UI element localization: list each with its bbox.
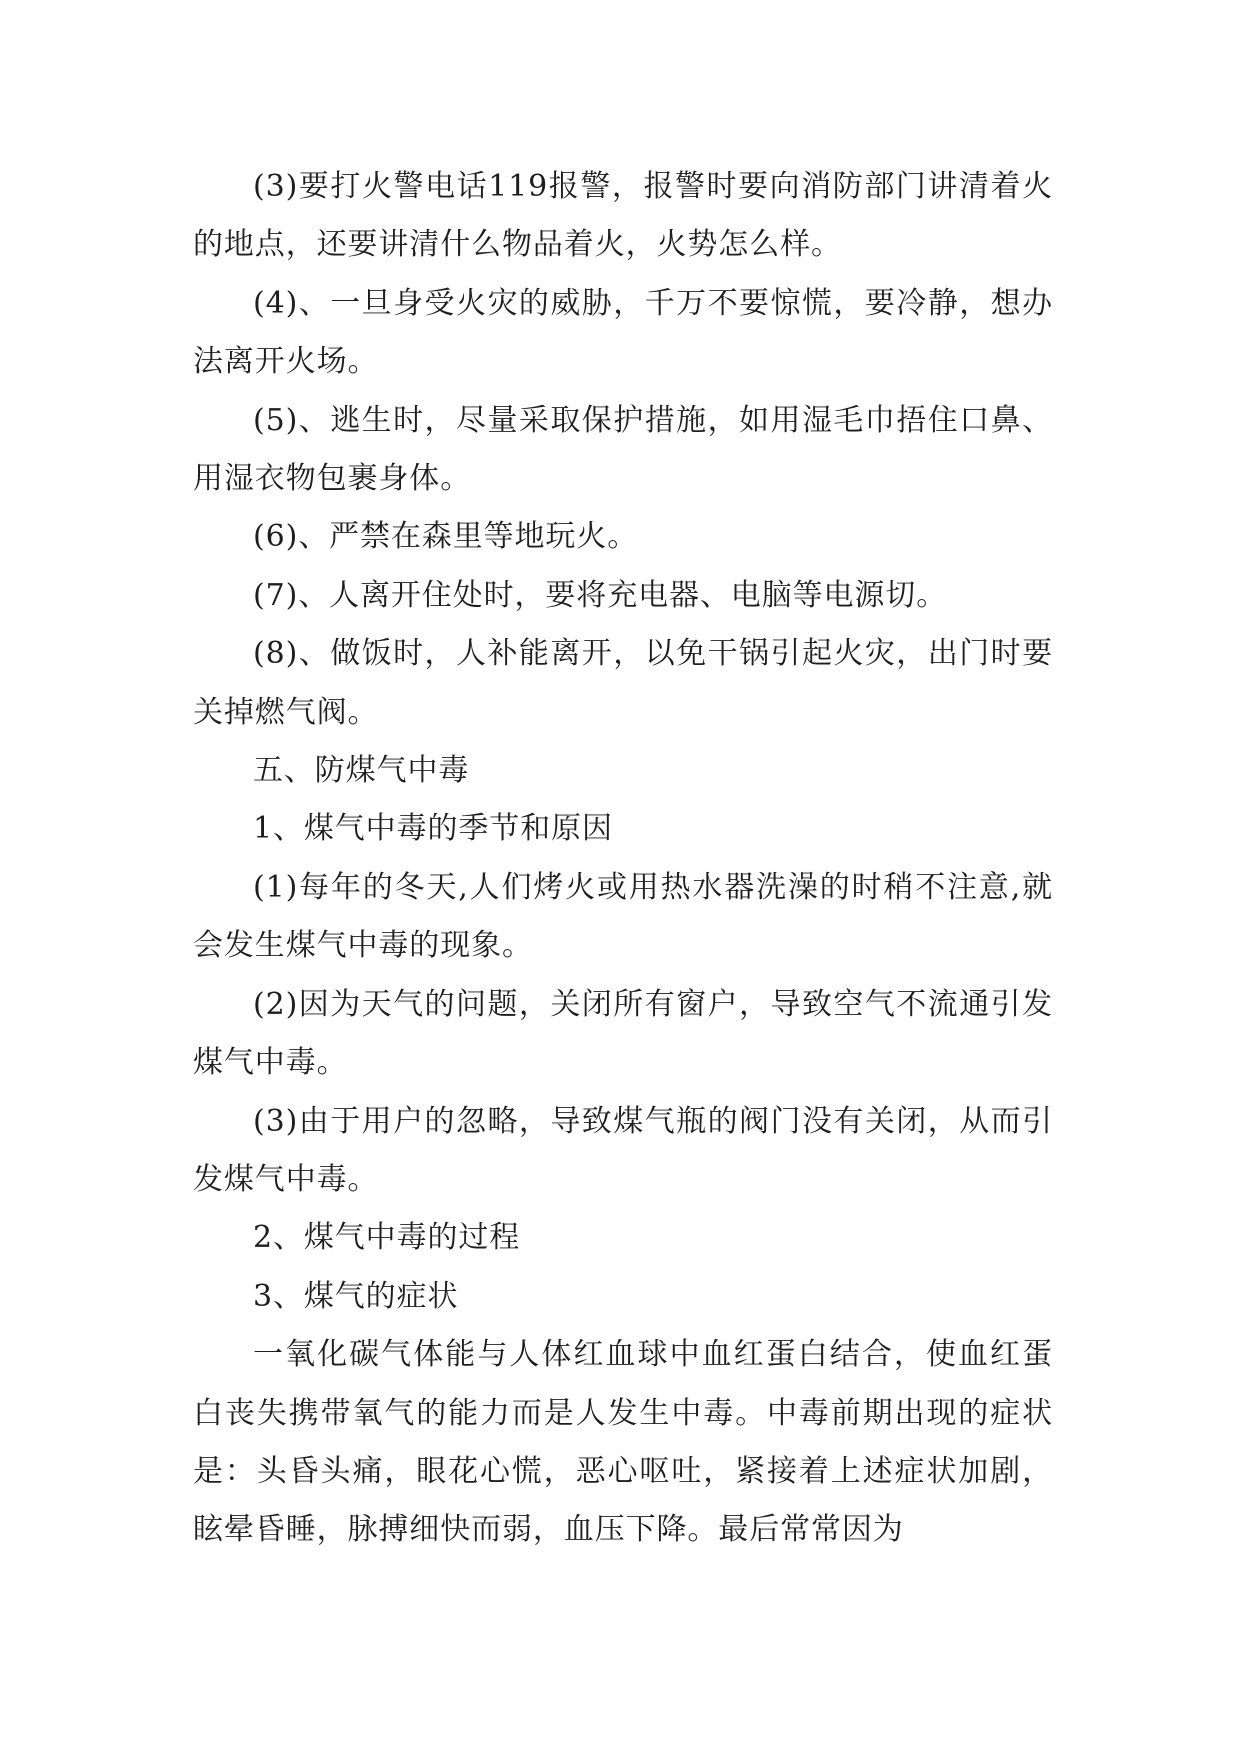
- subheading-poisoning-process: 2、煤气中毒的过程: [253, 1220, 521, 1256]
- subheading-symptoms: 3、煤气的症状: [253, 1278, 459, 1314]
- paragraph-cut-power: (7)、人离开住处时，要将充电器、电脑等电源切。: [253, 577, 948, 613]
- paragraph-closed-windows-cause: (2)因为天气的问题，关闭所有窗户，导致空气不流通引发煤气中毒。: [193, 986, 1053, 1081]
- paragraph-valve-cause: (3)由于用户的忽略，导致煤气瓶的阀门没有关闭，从而引发煤气中毒。: [193, 1103, 1053, 1197]
- paragraph-winter-cause: (1)每年的冬天,人们烤火或用热水器洗澡的时稍不注意,就会发生煤气中毒的现象。: [193, 869, 1053, 964]
- paragraph-cooking-safety: (8)、做饭时，人补能离开，以免干锅引起火灾，出门时要关掉燃气阀。: [193, 636, 1053, 730]
- paragraph-stay-calm: (4)、一旦身受火灾的威胁，千万不要惊慌，要冷静，想办法离开火场。: [193, 285, 1053, 380]
- paragraph-no-playing-with-fire: (6)、严禁在森里等地玩火。: [253, 519, 639, 555]
- subheading-season-and-causes: 1、煤气中毒的季节和原因: [253, 811, 613, 847]
- document-page: [193, 158, 1053, 1560]
- section-heading-gas-poisoning: 五、防煤气中毒: [253, 753, 470, 789]
- paragraph-symptoms-description: 一氧化碳气体能与人体红血球中血红蛋白结合，使血红蛋白丧失携带氧气的能力而是人发生中毒。中毒前期出现的症状是：头昏头痛，眼花心慌，恶心呕吐，紧接着上述症状加剧，眩晕昏睡，脉搏细快而弱，血压下降。最后常常因为: [193, 1337, 1053, 1548]
- paragraph-escape-protection: (5)、逃生时，尽量采取保护措施，如用湿毛巾捂住口鼻、用湿衣物包裹身体。: [193, 402, 1053, 497]
- paragraph-fire-alarm-call: (3)要打火警电话119报警，报警时要向消防部门讲清着火的地点，还要讲清什么物品着火，火势怎么样。: [193, 169, 1053, 263]
